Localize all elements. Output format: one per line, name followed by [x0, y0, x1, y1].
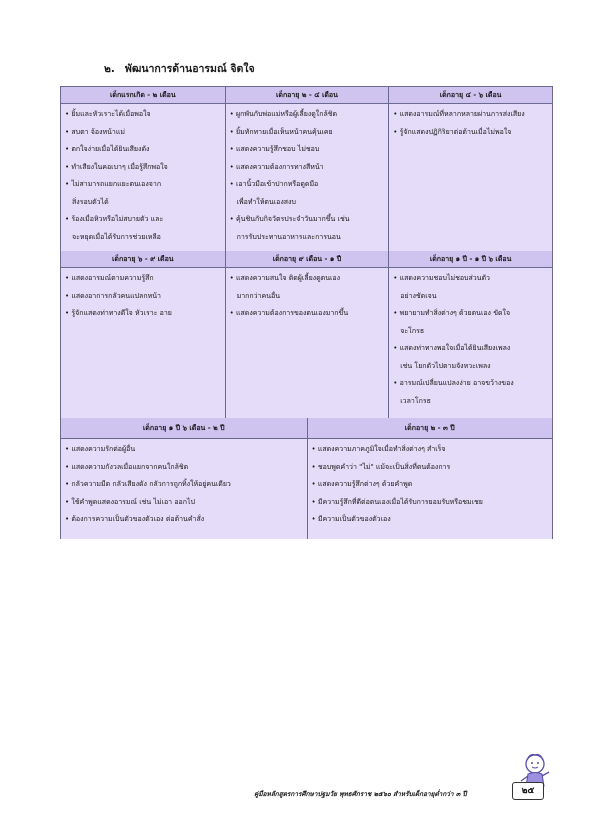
list-item: • แสดงความภาคภูมิใจเมื่อทำสิ่งต่างๆ สำเร็จ	[311, 445, 446, 453]
list-item: • แสดงอาการกลัวคนแปลกหน้า	[65, 291, 161, 300]
list-item: • ชอบพูดคำว่า "ไม่" แม้จะเป็นสิ่งที่ตนต้องการ	[311, 462, 451, 471]
list-item-continued: จะหยุดเมื่อได้รับการช่วยเหลือ	[72, 232, 161, 241]
list-item: • คุ้นชินกับกิจวัตรประจำวันมากขึ้น เช่น	[229, 215, 350, 223]
section-number: ๒.	[104, 63, 115, 75]
list-item-continued: เพื่อทำให้ตนเองสงบ	[236, 197, 296, 206]
list-item: • เอานิ้วมือเข้าปากหรือดูดมือ	[229, 180, 319, 188]
section-title: พัฒนาการด้านอารมณ์ จิตใจ	[124, 63, 255, 75]
list-item-continued: มากกว่าคนอื่น	[236, 291, 280, 300]
list-item: • รู้จักแสดงปฏิกิริยาต่อต้านเมื่อไม่พอใจ	[393, 127, 512, 136]
list-item: • ยิ้มและหัวเราะได้เมื่อพอใจ	[65, 110, 151, 118]
list-item: • ผูกพันกับพ่อแม่หรือผู้เลี้ยงดูใกล้ชิด	[229, 110, 338, 118]
header-cell: เด็กอายุ ๑ ปี - ๑ ปี ๖ เดือน	[388, 251, 552, 267]
body-row	[61, 268, 552, 418]
list-item: • กลัวความมืด กลัวเสียงดัง กลัวการถูกทิ้งให้อยู่คนเดียว	[65, 480, 231, 488]
header-cell: เด็กอายุ ๒ - ๔ เดือน	[225, 87, 389, 103]
cell-9-months-1-year	[225, 268, 389, 418]
list-item: • มีความรู้สึกที่ดีต่อตนเองเมื่อได้รับการยอมรับหรือชมเชย	[311, 497, 483, 506]
list-item-continued: จะโกรธ	[400, 326, 425, 335]
cell-6-9-months	[61, 268, 225, 418]
list-item-continued: เช่น โยกตัวไปตามจังหวะเพลง	[400, 361, 491, 370]
list-item: • แสดงความกังวลเมื่อแยกจากคนใกล้ชิด	[65, 462, 189, 471]
list-item: • ต้องการความเป็นตัวของตัวเอง ต่อต้านคำสั่ง	[65, 515, 205, 523]
cell-2-4-months	[225, 104, 389, 252]
cell-2-3-years	[307, 439, 553, 539]
list-item: • แสดงความรักต่อผู้อื่น	[65, 445, 136, 453]
list-item: • ตกใจง่ายเมื่อได้ยินเสียงดัง	[65, 145, 150, 153]
table-birth-to-6-months	[60, 86, 553, 251]
list-item: • ยิ้มทักทายเมื่อเห็นหน้าคนคุ้นเคย	[229, 127, 333, 136]
list-item: • แสดงความรู้สึกต่างๆ ด้วยคำพูด	[311, 480, 413, 488]
header-row	[61, 251, 552, 268]
header-cell: เด็กอายุ ๙ เดือน - ๑ ปี	[225, 251, 389, 267]
table-6-months-to-18-months	[60, 251, 553, 418]
list-item: • แสดงอารมณ์ที่หลากหลายผ่านการส่งเสียง	[393, 110, 525, 118]
list-item-continued: สิ่งรอบตัวได้	[72, 197, 109, 206]
page-number: ๒๕	[512, 782, 544, 800]
header-cell: เด็กอายุ ๔ - ๖ เดือน	[388, 87, 552, 103]
list-item-continued: เวลาโกรธ	[400, 396, 431, 405]
list-item: • ไม่สามารถแยกแยะตนเองจาก	[65, 180, 162, 188]
list-item: • แสดงความรู้สึกชอบ ไม่ชอบ	[229, 145, 320, 153]
cell-newborn	[61, 104, 225, 252]
body-row	[61, 104, 552, 252]
list-item: • แสดงความต้องการของตนเองมากขึ้น	[229, 309, 349, 317]
header-cell: เด็กอายุ ๒ - ๓ ปี	[307, 418, 553, 438]
list-item: • มีความเป็นตัวของตัวเอง	[311, 515, 391, 523]
list-item: • พยายามทำสิ่งต่างๆ ด้วยตนเอง ขัดใจ	[393, 309, 511, 317]
list-item: • แสดงท่าทางพอใจเมื่อได้ยินเสียงเพลง	[393, 344, 511, 352]
header-cell: เด็กอายุ ๖ - ๙ เดือน	[112, 255, 174, 263]
list-item: • ใช้คำพูดแสดงอารมณ์ เช่น ไม่เอา ออกไป	[65, 497, 195, 506]
list-item: • สบตา จ้องหน้าแม่	[65, 127, 125, 136]
header-row	[61, 418, 552, 439]
list-item: • อารมณ์เปลี่ยนแปลงง่าย อาจขว้างของ	[393, 379, 514, 387]
cell-4-6-months	[388, 104, 552, 252]
header-cell: เด็กอายุ ๑ ปี ๖ เดือน - ๒ ปี	[142, 424, 225, 432]
header-row	[61, 87, 552, 104]
cell-18-months-2-years	[61, 439, 307, 539]
list-item: • แสดงความต้องการทางสีหน้า	[229, 162, 324, 171]
body-row	[61, 439, 552, 539]
section-heading	[104, 60, 255, 77]
list-item: • ร้องเมื่อหิวหรือไม่สบายตัว และ	[65, 215, 164, 223]
header-cell: เด็กแรกเกิด - ๒ เดือน	[110, 91, 176, 99]
list-item: • รู้จักแสดงท่าทางดีใจ หัวเราะ อาย	[65, 309, 172, 317]
table-18-months-to-3-years	[60, 418, 553, 539]
list-item: • แสดงความชอบไม่ชอบส่วนตัว	[393, 274, 490, 282]
list-item: • แสดงความสนใจ ติดผู้เลี้ยงดูตนเอง	[229, 274, 340, 282]
cell-1-year-18-months	[388, 268, 552, 418]
list-item: • ทำเสียงในคอเบาๆ เมื่อรู้สึกพอใจ	[65, 162, 168, 171]
list-item-continued: การรับประทานอาหารและการนอน	[236, 232, 341, 241]
list-item: • แสดงอารมณ์ตามความรู้สึก	[65, 274, 154, 282]
footer-text: คู่มือหลักสูตรการศึกษาปฐมวัย พุทธศักราช ๒๕๖๐ สำหรับเด็กอายุต่ำกว่า ๓ ปี	[254, 790, 467, 798]
list-item-continued: อย่างชัดเจน	[400, 291, 437, 300]
